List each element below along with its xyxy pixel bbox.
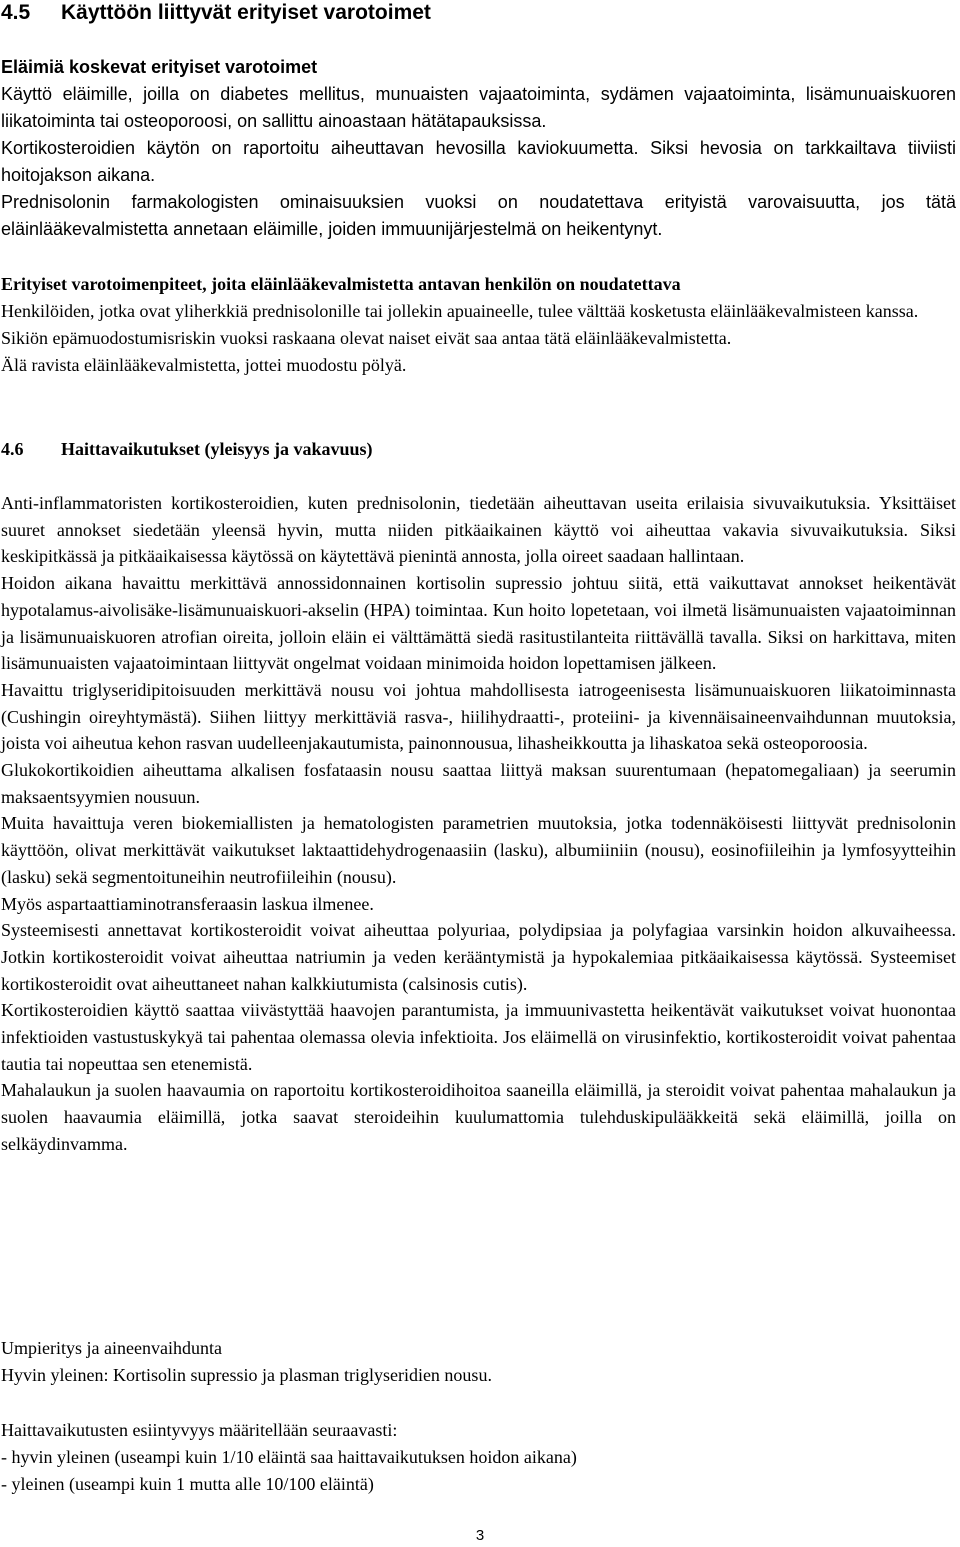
animal-precautions-heading: Eläimiä koskevat erityiset varotoimet [1, 57, 318, 77]
section-4-6-title: Haittavaikutukset (yleisyys ja vakavuus) [61, 439, 373, 459]
adverse-effects-p2: Hoidon aikana havaittu merkittävä annossidonnainen kortisolin supressio johtuu siitä, että vaikuttavat annokset heikentävät hypotalamus-aivolisäke-lisämunuaiskuori-akselin (HPA) toimintaa. Kun hoito lopetetaan, voi ilmetä lisämunuaisten vajaatoiminnan ja lisämunuaiskuoren atrofian oireita, jolloin eläin ei välttämättä siedä rasitustilanteita riittävällä tavalla. Siksi on harkittava, miten lisämunuaisten vajaatoimintaan liittyvät ongelmat voidaan minimoida hoidon lopettamisen jälkeen. [1, 573, 956, 674]
section-4-5-title: Käyttöön liittyvät erityiset varotoimet [61, 1, 431, 24]
animal-precautions-p3: Prednisolonin farmakologisten ominaisuuksien vuoksi on noudatettava erityistä varovaisuutta, jos tätä eläinlääkevalmistetta annetaan eläimille, joiden immuunijärjestelmä on heikentynyt. [1, 192, 956, 239]
frequency-intro: Haittavaikutusten esiintyvyys määritellään seuraavasti: [1, 1420, 398, 1440]
person-precautions-p2: Sikiön epämuodostumisriskin vuoksi raskaana olevat naiset eivät saa antaa tätä eläinlääkevalmistetta. [1, 328, 732, 348]
endocrine-text: Hyvin yleinen: Kortisolin supressio ja plasman triglyseridien nousu. [1, 1365, 492, 1385]
animal-precautions-p2: Kortikosteroidien käytön on raportoitu aiheuttavan hevosilla kaviokuumetta. Siksi hevosia on tarkkailtava tiiviisti hoitojakson aikana. [1, 138, 956, 185]
frequency-definitions [1, 1417, 956, 1498]
endocrine-heading: Umpieritys ja aineenvaihdunta [1, 1338, 222, 1358]
adverse-effects-body [1, 490, 956, 1158]
section-4-6-heading [1, 436, 373, 463]
adverse-effects-p9: Mahalaukun ja suolen haavaumia on raportoitu kortikosteroidihoitoa saaneilla eläimillä, ja steroidit voivat pahentaa mahalaukun ja suolen haavaumia eläimillä, jotka saavat steroideihin kuulumattomia tulehduskipulääkkeitä sekä eläimillä, joilla on selkäydinvamma. [1, 1080, 956, 1154]
endocrine-metabolism [1, 1335, 956, 1389]
adverse-effects-p7: Systeemisesti annettavat kortikosteroidit voivat aiheuttaa polyuriaa, polydipsiaa ja polyfagiaa varsinkin hoidon alkuvaiheessa. Jotkin kortikosteroidit voivat aiheuttaa natriumin ja veden kerääntymistä ja hypokalemiaa pitkäaikaisessa käytössä. Systeemiset kortikosteroidit ovat aiheuttaneet nahan kalkkiutumista (calsinosis cutis). [1, 920, 956, 994]
section-4-6-number: 4.6 [1, 439, 24, 459]
person-precautions-heading: Erityiset varotoimenpiteet, joita eläinlääkevalmistetta antavan henkilön on noudatettava [1, 274, 681, 294]
animal-precautions [1, 54, 956, 243]
frequency-very-common: - hyvin yleinen (useampi kuin 1/10 eläintä saa haittavaikutuksen hoidon aikana) [1, 1447, 577, 1467]
adverse-effects-p3: Havaittu triglyseridipitoisuuden merkittävä nousu voi johtua mahdollisesta iatrogeenisesta lisämunuaiskuoren liikatoiminnasta (Cushingin oireyhtymästä). Siihen liittyy merkittäviä rasva-, hiilihydraatti-, proteiini- ja kivennäisaineenvaihdunnan muutoksia, joista voi aiheutua kehon rasvan uudelleenjakautumista, painonnousua, lihasheikkoutta ja lihaskatoa sekä osteoporoosia. [1, 679, 956, 754]
section-4-5-number: 4.5 [1, 1, 31, 24]
adverse-effects-p5: Muita havaittuja veren biokemiallisten ja hematologisten parametrien muutoksia, jotka todennäköisesti liittyvät prednisolonin käyttöön, olivat merkittävät vaikutukset laktaattidehydrogenaasiin (lasku), albumiiniin (nousu), eosinofiileihin ja lymfosyytteihin (lasku) sekä segmentoituneihin neutrofiileihin (nousu). [1, 813, 956, 887]
adverse-effects-p1: Anti-inflammatoristen kortikosteroidien, kuten prednisolonin, tiedetään aiheuttavan useita erilaisia sivuvaikutuksia. Yksittäiset suuret annokset siedetään yleensä hyvin, mutta niiden pitkäaikainen käyttö voi aiheuttaa vakavia sivuvaikutuksia. Siksi keskipitkässä ja pitkäaikaisessa käytössä on käytettävä pienintä annosta, jolla oireet saadaan hallintaan. [1, 493, 956, 567]
frequency-common: - yleinen (useampi kuin 1 mutta alle 10/100 eläintä) [1, 1474, 374, 1494]
adverse-effects-p4: Glukokortikoidien aiheuttama alkalisen fosfataasin nousu saattaa liittyä maksan suurentumaan (hepatomegaliaan) ja seerumin maksaentsyymien nousuun. [1, 760, 956, 807]
page-number: 3 [475, 1527, 485, 1544]
section-4-5-heading [1, 0, 431, 26]
person-precautions [1, 271, 956, 379]
adverse-effects-p8: Kortikosteroidien käyttö saattaa viivästyttää haavojen parantumista, ja immuunivastetta heikentävät vaikutukset voivat huonontaa infektioiden vastustuskykyä tai pahentaa olemassa olevia infektioita. Jos eläimellä on virusinfektio, kortikosteroidit voivat pahentaa tautia tai nopeuttaa sen etenemistä. [1, 1000, 956, 1074]
person-precautions-p3: Älä ravista eläinlääkevalmistetta, jottei muodostu pölyä. [1, 355, 407, 375]
adverse-effects-p6: Myös aspartaattiaminotransferaasin laskua ilmenee. [1, 893, 374, 914]
animal-precautions-p1: Käyttö eläimille, joilla on diabetes mellitus, munuaisten vajaatoiminta, sydämen vajaatoiminta, lisämunuaiskuoren liikatoiminta tai osteoporoosi, on sallittu ainoastaan hätätapauksissa. [1, 84, 956, 131]
person-precautions-p1: Henkilöiden, jotka ovat yliherkkiä prednisolonille tai jollekin apuaineelle, tulee välttää kosketusta eläinlääkevalmisteen kanssa. [1, 301, 919, 321]
